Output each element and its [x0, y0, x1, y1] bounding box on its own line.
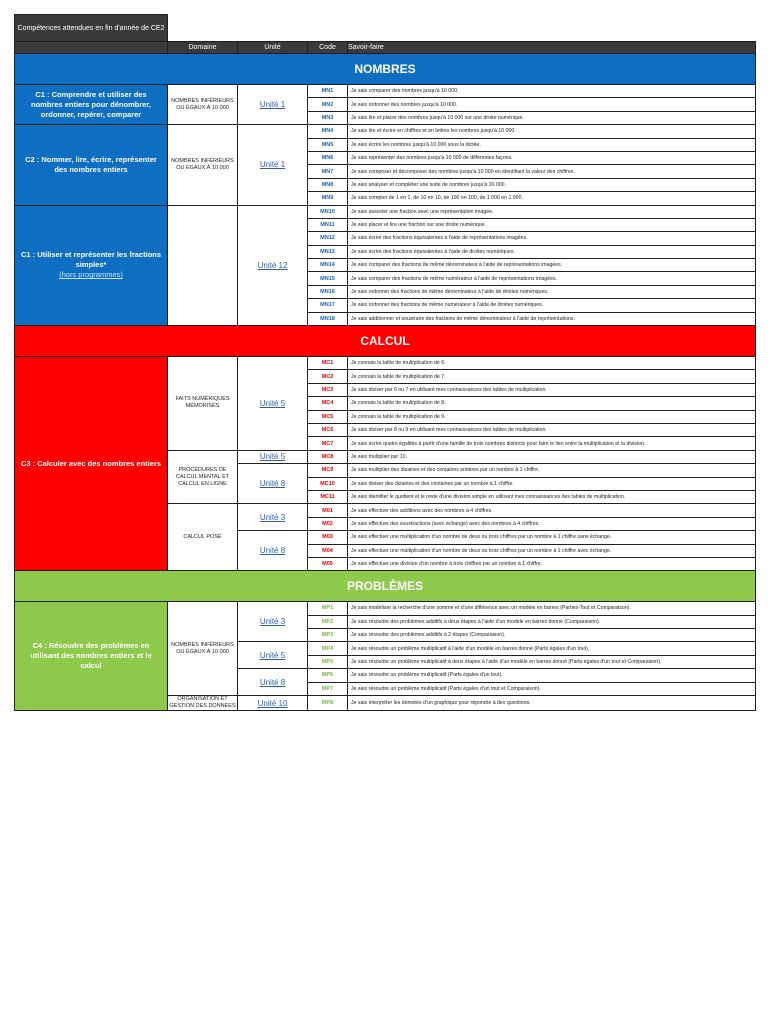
table-row: [15, 85, 756, 98]
competence-cell: [15, 602, 168, 711]
savoir-faire-cell: Je sais effectuer des soustractions (avec échange) avec des nombres à 4 chiffres.: [348, 517, 756, 530]
code-cell: MN8: [308, 178, 348, 191]
domaine-cell: ORGANISATION ET GESTION DES DONNÉES: [169, 696, 236, 710]
code-cell: MN18: [308, 312, 348, 325]
header-title: Compétences attendues en fin d'année de CE2: [15, 15, 168, 42]
savoir-faire-cell: Je sais comparer des fractions de même dénominateur à l'aide de représentations imagées.: [348, 259, 756, 272]
header-savoir-faire: Savoir-faire: [348, 42, 756, 54]
savoir-faire-cell: Je sais composer et décomposer des nombres jusqu'à 10 000 en identifiant la valeur des chiffres.: [348, 165, 756, 178]
code-cell: MN4: [308, 125, 348, 138]
code-cell: MC4: [308, 397, 348, 410]
section-title: CALCUL: [15, 326, 756, 357]
savoir-faire-cell: Je connais la table de multiplication de 8.: [348, 397, 756, 410]
code-cell: MN13: [308, 245, 348, 258]
code-cell: MN14: [308, 259, 348, 272]
code-cell: MN11: [308, 218, 348, 231]
code-cell: MC11: [308, 490, 348, 503]
domaine-cell: FAITS NUMÉRIQUES MÉMORISÉS: [168, 357, 238, 451]
savoir-faire-cell: Je sais résoudre des problèmes additifs à 2 étapes (Comparaison).: [348, 629, 756, 642]
domaine-cell: NOMBRES INFÉRIEURS OU ÉGAUX À 10 000: [168, 125, 238, 205]
savoir-faire-cell: Je sais modéliser la recherche d'une somme et d'une différence avec un modèle en barres (Parties-Tout et Comparaison).: [348, 602, 756, 615]
code-cell: M04: [308, 544, 348, 557]
savoir-faire-cell: Je connais la table de multiplication de 6.: [348, 357, 756, 370]
unit-link[interactable]: Unité 3: [238, 602, 308, 642]
code-cell: MN6: [308, 151, 348, 164]
savoir-faire-cell: Je sais résoudre des problèmes additifs à deux étapes à l'aide d'un modèle en barres donné (Comparaison).: [348, 615, 756, 628]
competences-table: [14, 14, 756, 711]
code-cell: MN1: [308, 85, 348, 98]
competence-label: C3 : Calculer avec des nombres entiers: [20, 458, 162, 468]
savoir-faire-cell: Je sais résoudre un problème multiplicatif (Parts égales d'un tout).: [348, 669, 756, 682]
code-cell: MP7: [308, 682, 348, 695]
code-cell: MN3: [308, 111, 348, 124]
code-cell: M02: [308, 517, 348, 530]
domaine-cell: [168, 205, 238, 326]
code-cell: MN5: [308, 138, 348, 151]
competence-cell: [15, 125, 168, 205]
savoir-faire-cell: Je sais ordonner des fractions de même numérateur à l'aide de droites numériques.: [348, 299, 756, 312]
domaine-cell: PROCÉDURES DE CALCUL MENTAL ET CALCUL EN LIGNE: [168, 450, 238, 504]
savoir-faire-cell: Je sais écrire des fractions équivalentes à l'aide de représentations imagées.: [348, 232, 756, 245]
code-cell: MC8: [308, 450, 348, 463]
header-title-row: [15, 15, 756, 42]
unit-link[interactable]: Unité 5: [238, 357, 308, 451]
unit-link[interactable]: Unité 5: [238, 642, 308, 669]
unit-link[interactable]: Unité 3: [238, 504, 308, 531]
domaine-cell: CALCUL POSÉ: [168, 504, 238, 571]
table-row: [15, 602, 756, 615]
competence-label: C4 : Résoudre des problèmes en utilisant des nombres entiers et le calcul: [30, 641, 152, 671]
savoir-faire-cell: Je sais écrire les nombres jusqu'à 10 000 sous la dictée.: [348, 138, 756, 151]
savoir-faire-cell: Je sais effectuer une multiplication d'un nombre de deux ou trois chiffres par un nombre à 1 chiffre sans échange.: [348, 531, 756, 544]
savoir-faire-cell: Je sais écrire des fractions équivalentes à l'aide de droites numériques.: [348, 245, 756, 258]
savoir-faire-cell: Je sais ordonner des nombres jusqu'à 10 000.: [348, 98, 756, 111]
code-cell: MN7: [308, 165, 348, 178]
savoir-faire-cell: Je sais comparer des fractions de même numérateur à l'aide de représentations imagées.: [348, 272, 756, 285]
unit-link[interactable]: Unité 10: [238, 696, 308, 711]
savoir-faire-cell: Je sais effectuer une division d'un nombre à trois chiffres par un nombre à 1 chiffre.: [348, 557, 756, 570]
savoir-faire-cell: Je sais interpréter les données d'un graphique pour répondre à des questions.: [348, 696, 756, 711]
savoir-faire-cell: Je sais associer une fraction avec une représentation imagée.: [348, 205, 756, 218]
code-cell: MN16: [308, 285, 348, 298]
savoir-faire-cell: Je connais la table de multiplication de 9.: [348, 410, 756, 423]
section-row: [15, 54, 756, 85]
code-cell: M05: [308, 557, 348, 570]
unit-link[interactable]: Unité 12: [238, 205, 308, 326]
unit-link[interactable]: Unité 8: [238, 669, 308, 696]
code-cell: MC3: [308, 383, 348, 396]
savoir-faire-cell: Je sais écrire quatre égalités à partir d'une famille de trois nombres distincts pour faire le lien entre la multiplication et la division.: [348, 437, 756, 450]
savoir-faire-cell: Je sais multiplier par 10.: [348, 450, 756, 463]
code-cell: MP3: [308, 629, 348, 642]
code-cell: MP2: [308, 615, 348, 628]
domaine-cell: NOMBRES INFÉRIEURS OU ÉGAUX À 10 000: [168, 602, 238, 696]
unit-link[interactable]: Unité 1: [238, 85, 308, 125]
savoir-faire-cell: Je sais additionner et soustraire des fractions de même dénominateur à l'aide de représentations.: [348, 312, 756, 325]
code-cell: MN17: [308, 299, 348, 312]
savoir-faire-cell: Je sais ordonner des fractions de même dénominateur à l'aide de droites numériques.: [348, 285, 756, 298]
code-cell: MC7: [308, 437, 348, 450]
competence-label: C1 : Comprendre et utiliser des nombres entiers pour dénombrer, ordonner, repérer, comparer: [30, 89, 152, 119]
code-cell: M01: [308, 504, 348, 517]
savoir-faire-cell: Je sais diviser par 8 ou 9 en utilisant mes connaissances des tables de multiplication.: [348, 423, 756, 436]
competence-label: C1 : Utiliser et représenter les fractions simples*: [20, 250, 162, 270]
savoir-faire-cell: Je sais diviser des dizaines et des centaines par un nombre à 1 chiffre.: [348, 477, 756, 490]
header-unite: Unité: [238, 42, 308, 54]
code-cell: MN9: [308, 192, 348, 205]
savoir-faire-cell: Je sais multiplier des dizaines et des centaines entières par un nombre à 1 chiffre.: [348, 464, 756, 477]
code-cell: MN2: [308, 98, 348, 111]
competence-cell: [15, 85, 168, 125]
table-row: [15, 205, 756, 218]
savoir-faire-cell: Je sais résoudre un problème multiplicatif à l'aide d'un modèle en barres donné (Parts égales d'un tout).: [348, 642, 756, 655]
code-cell: MN10: [308, 205, 348, 218]
competence-label: C2 : Nommer, lire, écrire, représenter des nombres entiers: [25, 154, 157, 174]
code-cell: MP8: [308, 696, 348, 711]
savoir-faire-cell: Je sais effectuer des additions avec des nombres à 4 chiffres.: [348, 504, 756, 517]
competence-cell: [15, 357, 168, 571]
savoir-faire-cell: Je sais comparer des nombres jusqu'à 10 000.: [348, 85, 756, 98]
code-cell: MP4: [308, 642, 348, 655]
code-cell: MC2: [308, 370, 348, 383]
table-row: [15, 357, 756, 370]
code-cell: MP1: [308, 602, 348, 615]
code-cell: MC1: [308, 357, 348, 370]
code-cell: MN12: [308, 232, 348, 245]
hors-programmes-link[interactable]: (hors programmes): [59, 270, 123, 280]
savoir-faire-cell: Je sais placer et lire une fraction sur une droite numérique.: [348, 218, 756, 231]
savoir-faire-cell: Je sais résoudre un problème multiplicatif (Parts égales d'un tout et Comparaison).: [348, 682, 756, 695]
competence-cell: [15, 205, 168, 326]
unit-link[interactable]: Unité 8: [238, 464, 308, 504]
code-cell: MC5: [308, 410, 348, 423]
header-columns-row: [15, 42, 756, 54]
code-cell: MC10: [308, 477, 348, 490]
code-cell: MC9: [308, 464, 348, 477]
savoir-faire-cell: Je sais diviser par 6 ou 7 en utilisant mes connaissances des tables de multiplication.: [348, 383, 756, 396]
savoir-faire-cell: Je connais la table de multiplication de 7.: [348, 370, 756, 383]
domaine-cell: NOMBRES INFÉRIEURS OU ÉGAUX À 10 000: [168, 85, 238, 125]
unit-link[interactable]: Unité 1: [238, 125, 308, 205]
section-row: [15, 326, 756, 357]
savoir-faire-cell: Je sais identifier le quotient et le reste d'une division simple en utilisant mes connaissances des tables de multiplication.: [348, 490, 756, 503]
savoir-faire-cell: Je sais compter de 1 en 1, de 10 en 10, de 100 en 100, de 1 000 en 1 000.: [348, 192, 756, 205]
header-domaine: Domaine: [168, 42, 238, 54]
header-code: Code: [308, 42, 348, 54]
section-title: NOMBRES: [15, 54, 756, 85]
section-row: [15, 571, 756, 602]
section-title: PROBLÈMES: [15, 571, 756, 602]
savoir-faire-cell: Je sais lire et écrire en chiffres et en lettres les nombres jusqu'à 10 000.: [348, 125, 756, 138]
unit-link[interactable]: Unité 8: [238, 531, 308, 571]
table-row: [15, 125, 756, 138]
code-cell: MP6: [308, 669, 348, 682]
code-cell: MC6: [308, 423, 348, 436]
savoir-faire-cell: Je sais effectuer une multiplication d'un nombre de deux ou trois chiffres par un nombre à 1 chiffre avec échange.: [348, 544, 756, 557]
code-cell: MN15: [308, 272, 348, 285]
unit-link[interactable]: Unité 5: [238, 450, 308, 463]
code-cell: MP5: [308, 655, 348, 668]
savoir-faire-cell: Je sais représenter des nombres jusqu'à 10 000 de différentes façons.: [348, 151, 756, 164]
savoir-faire-cell: Je sais lire et placer des nombres jusqu'à 10 000 sur une droite numérique.: [348, 111, 756, 124]
savoir-faire-cell: Je sais résoudre un problème multiplicatif à deux étapes à l'aide d'un modèle en barres donné (Parts égales d'un tout et Comparaison).: [348, 655, 756, 668]
savoir-faire-cell: Je sais analyser et compléter une suite de nombres jusqu'à 10 000.: [348, 178, 756, 191]
code-cell: M03: [308, 531, 348, 544]
